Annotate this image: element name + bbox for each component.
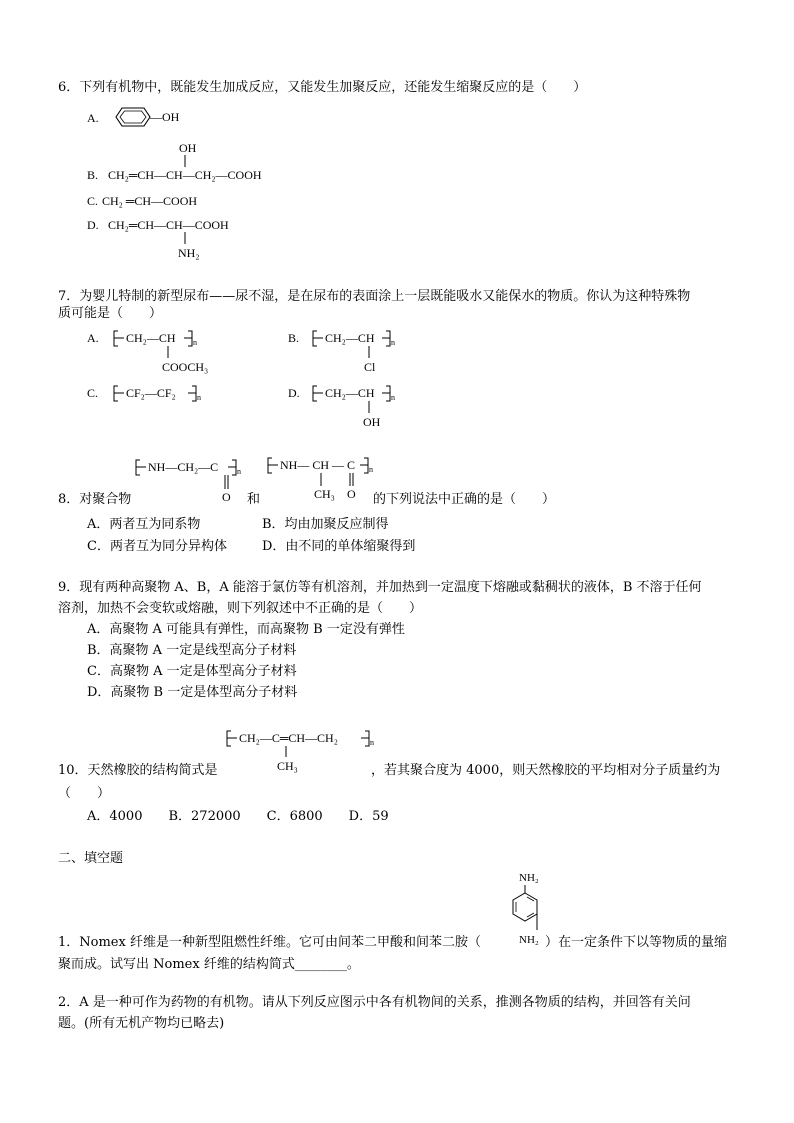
q7-option-a-n: n [193,338,197,347]
q10-chain: CH₂—C═CH—CH₂ [239,731,338,745]
q7-option-a-sub: COOCH₃ [162,360,209,374]
q8-polymer2-n: n [369,465,373,474]
q8-stem-post: 的下列说法中正确的是（ ） [373,492,556,507]
f2-line1: 2．A 是一种可作为药物的有机物。请从下列反应图示中各有机物间的关系，推测各物质的结构，并回答有关问 [58,995,691,1010]
q6-option-c-label: C. [87,194,99,208]
q7-option-d-label: D. [288,386,300,400]
q9-stem-line1: 9．现有两种高聚物 A、B，A 能溶于氯仿等有机溶剂，并加热到一定温度下熔融或黏稠状的液体，B 不溶于任何 [58,580,702,595]
q8-option-c: C．两者互为同分异构体 [87,539,227,554]
q7-option-b-n: n [391,338,395,347]
f1-line1-post: ）在一定条件下以等物质的量缩 [545,935,728,950]
q8-polymer1-n: n [237,467,241,476]
f1-line1-pre: 1．Nomex 纤维是一种新型阻燃性纤维。它可由间苯二甲酸和间苯二胺（ [58,935,481,950]
q8-stem-pre: 8．对聚合物 [58,492,132,507]
q8-option-a: A．两者互为同系物 [87,517,201,532]
q9-option-c: C．高聚物 A 一定是体型高分子材料 [87,664,297,679]
q7-option-b-sub: Cl [364,360,376,374]
q7-option-c-n: n [197,393,201,402]
q8-polymer1-chain: NH—CH₂—C [148,460,219,474]
benzene-ring-icon [116,108,150,126]
q6-stem: 6．下列有机物中，既能发生加成反应，又能发生加聚反应，还能发生缩聚反应的是（ ） [58,80,587,95]
q7-option-b-label: B. [288,331,300,345]
q6-option-b-oh: OH [179,141,197,155]
f1-nh2-top: NH₂ [519,872,539,884]
q8-polymer2-chain: NH— CH — C [280,458,356,472]
q7-option-a-chain: CH₂—CH [126,331,176,345]
q10-options: A．4000 B．272000 C．6800 D．59 [87,809,389,824]
q9-stem-line2: 溶剂，加热不会变软或熔融，则下列叙述中不正确的是（ ） [58,601,423,616]
q7-option-a-label: A. [87,331,99,345]
q6-option-d-formula: CH₂═CH—CH—COOH [108,218,229,232]
q6-option-a-label: A. [87,111,99,125]
q6-option-b-formula: CH₂═CH—CH—CH₂—COOH [108,168,262,182]
q8-option-b: B．均由加聚反应制得 [262,517,389,532]
q8-polymer2-ch3: CH₃ [314,487,335,501]
q6-option-b-label: B. [87,168,99,182]
q7-option-d-n: n [391,393,395,402]
q8-polymer1-o: O [222,490,231,504]
q6-option-d-nh2: NH₂ [178,246,200,260]
q9-option-d: D．高聚物 B 一定是体型高分子材料 [87,685,298,700]
q10-ch3: CH₃ [277,759,298,773]
q7-option-b-chain: CH₂—CH [325,331,375,345]
q6-option-d-label: D. [87,218,99,232]
q7-option-d-sub: OH [363,415,381,429]
q7-option-d-chain: CH₂—CH [325,386,375,400]
q10-n: n [370,738,374,747]
q8-stem-and: 和 [247,492,261,507]
q8-polymer2-o: O [347,487,356,501]
q9-option-a: A．高聚物 A 可能具有弹性，而高聚物 B 一定没有弹性 [87,622,405,637]
q9-option-b: B．高聚物 A 一定是线型高分子材料 [87,643,297,658]
f1-line2: 聚而成。试写出 Nomex 纤维的结构简式________。 [58,957,360,972]
q10-stem-post: ，若其聚合度为 4000，则天然橡胶的平均相对分子质量约为 [371,763,721,778]
q7-option-c-label: C. [87,386,99,400]
q7-stem-line1: 7．为婴儿特制的新型尿布——尿不湿，是在尿布的表面涂上一层既能吸水又能保水的物质。你认为这种特殊物 [58,289,691,304]
q7-stem-line2: 质可能是（ ） [58,306,163,321]
q7-option-c-chain: CF₂—CF₂ [126,386,176,400]
section-title: 二、填空题 [58,851,124,866]
f2-line2: 题。(所有无机产物均已略去) [58,1016,225,1031]
f1-nh2-bottom: NH₂ [519,934,539,946]
q6-option-a-oh: —OH [150,110,180,124]
q6-option-c-formula: CH₂ ═CH—COOH [102,194,198,208]
q10-paren: （ ） [58,786,111,801]
q10-stem-pre: 10．天然橡胶的结构简式是 [58,763,218,778]
q8-option-d: D．由不同的单体缩聚得到 [262,539,416,554]
benzene-ring-icon [513,893,537,921]
